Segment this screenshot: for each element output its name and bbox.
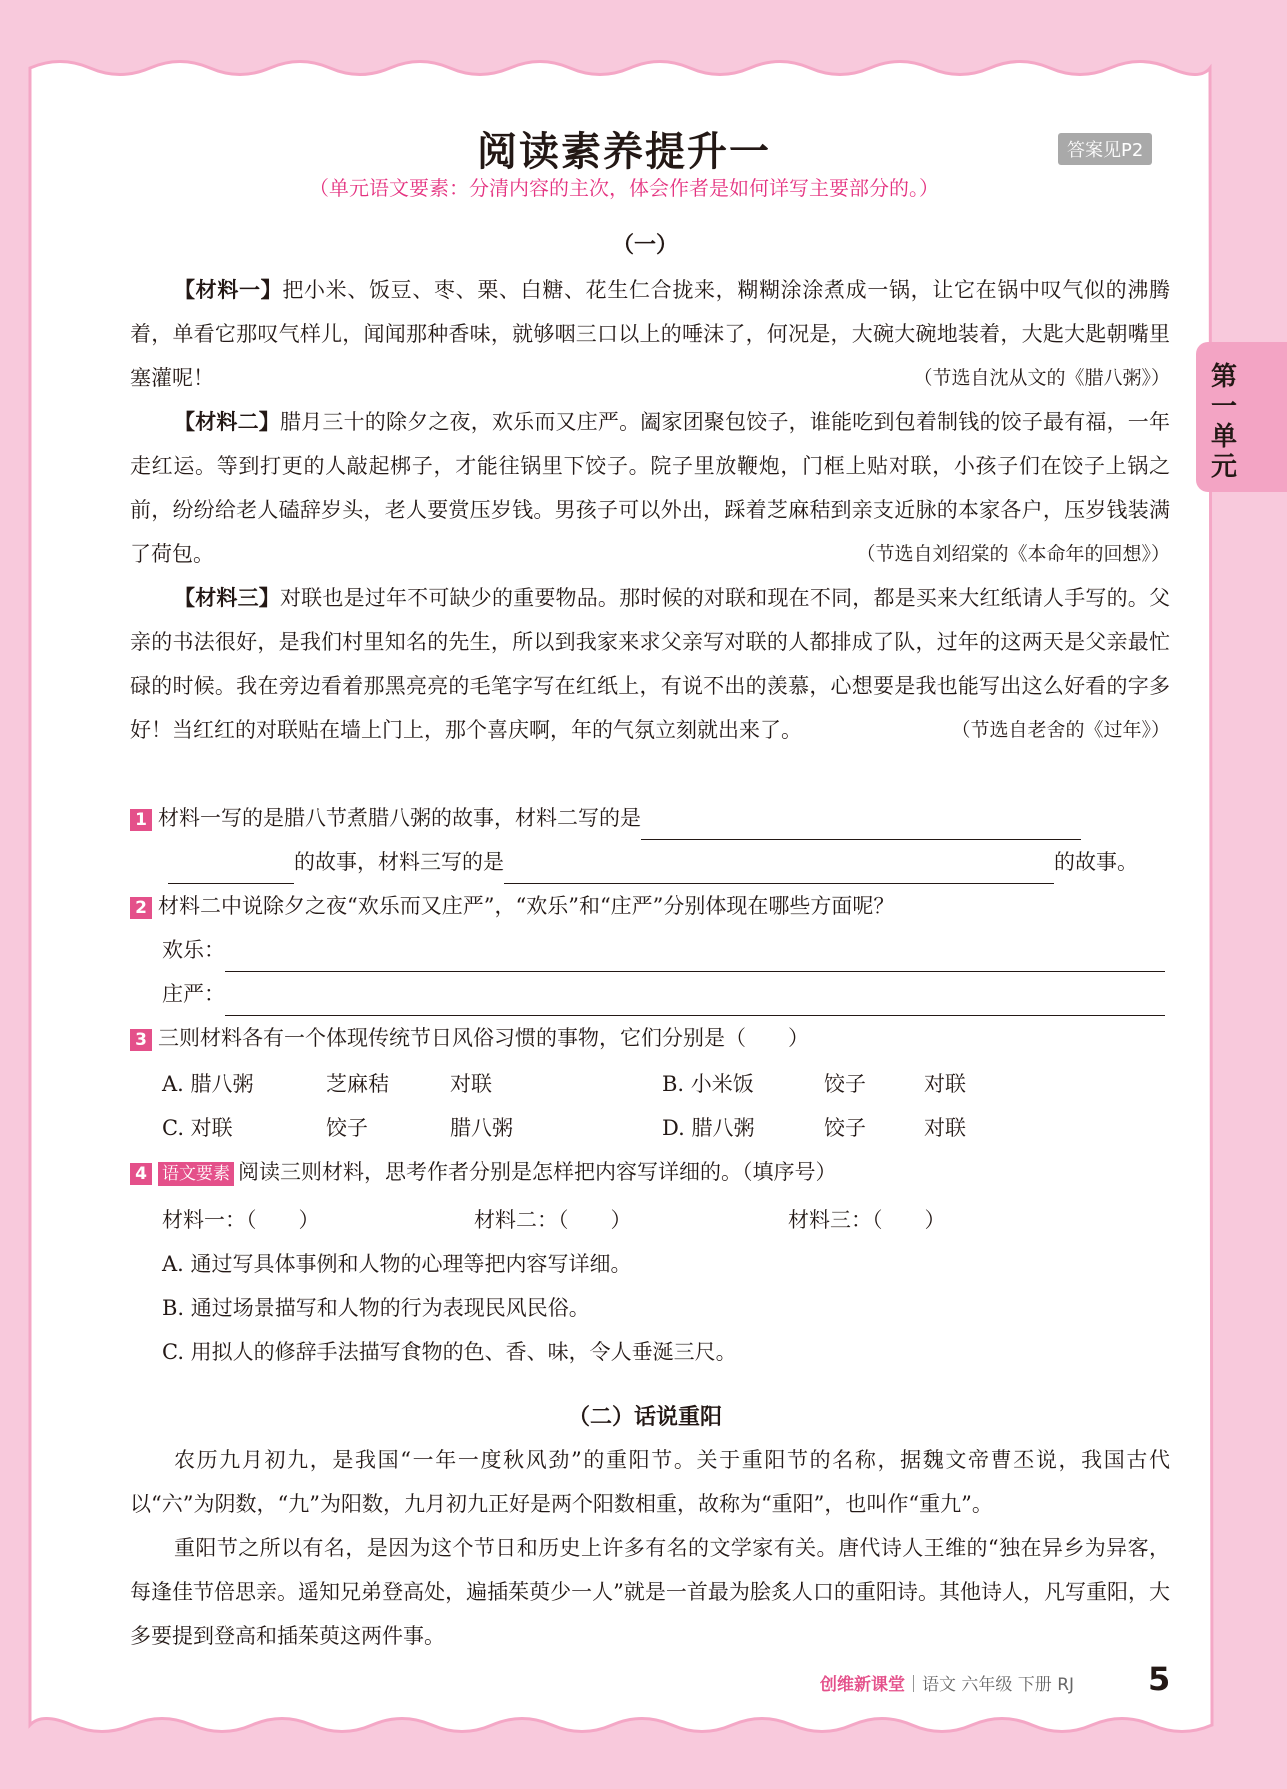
footer-brand: 创维新课堂 — [820, 1675, 905, 1695]
material-1-source: （节选自沈从文的《腊八粥》） — [913, 367, 1170, 389]
question-3-option-d-2 — [824, 1112, 866, 1142]
option-b-item-2: 饺子 — [824, 1072, 866, 1096]
question-2-solemn-blank[interactable] — [225, 987, 1165, 1016]
option-a-item-3: 对联 — [450, 1072, 492, 1096]
page-title: 阅读素养提升一 — [477, 129, 771, 175]
unit-objective: （单元语文要素：分清内容的主次，体会作者是如何详写主要部分的。） — [309, 176, 939, 200]
question-4-option-b: B. 通过场景描写和人物的行为表现民风民俗。 — [162, 1296, 590, 1320]
unit-side-tab-label: 第一单元 — [1210, 362, 1237, 482]
question-1-blank-1[interactable] — [641, 811, 1081, 840]
material-2-label: 【材料二】 — [174, 410, 280, 434]
option-b-item-3: 对联 — [924, 1072, 966, 1096]
question-3-option-a-3 — [450, 1068, 492, 1098]
question-2-solemn-label: 庄严： — [162, 982, 225, 1006]
question-3 — [130, 1016, 1170, 1060]
question-4-option-a: A. 通过写具体事例和人物的心理等把内容写详细。 — [162, 1252, 632, 1276]
question-2-text: 材料二中说除夕之夜“欢乐而又庄严”，“欢乐”和“庄严”分别体现在哪些方面呢？ — [158, 894, 895, 918]
material-2-text: 腊月三十的除夕之夜，欢乐而又庄严。阖家团聚包饺子，谁能吃到包着制钱的饺子最有福，一年走红运。等到打更的人敲起梆子，才能往锅里下饺子。院子里放鞭炮，门框上贴对联，小孩子们在饺子上锅之前，纷纷给老人磕辞岁头，老人要赏压岁钱。男孩子可以外出，踩着芝麻秸到亲支近脉的本家各户，压岁钱装满了荷包。 — [130, 410, 1171, 566]
material-1-label: 【材料一】 — [174, 278, 283, 302]
section-2-paragraph-2: 重阳节之所以有名，是因为这个节日和历史上许多有名的文学家有关。唐代诗人王维的“独在异乡为异客，每逢佳节倍思亲。遥知兄弟登高处，遍插茱萸少一人”就是一首最为脍炙人口的重阳诗。其他诗人，凡写重阳，大多要提到登高和插茱萸这两件事。 — [130, 1536, 1170, 1648]
answer-reference-badge: 答案见P2 — [1058, 133, 1152, 165]
question-3-option-d-3 — [924, 1112, 966, 1142]
question-4-field-3[interactable]: 材料三：（ ） — [788, 1208, 946, 1232]
question-3-option-a-2 — [326, 1068, 389, 1098]
question-1-blank-3[interactable] — [504, 855, 1054, 884]
material-2-source: （节选自刘绍棠的《本命年的回想》） — [856, 543, 1170, 565]
option-d-item-3: 对联 — [924, 1116, 966, 1140]
option-c-item-3: 腊八粥 — [450, 1116, 513, 1140]
material-3-source: （节选自老舍的《过年》） — [951, 719, 1170, 741]
page-number: 5 — [1148, 1660, 1171, 1698]
question-1-text-b: 的故事，材料三写的是 — [294, 850, 504, 874]
question-3-option-b[interactable] — [662, 1068, 754, 1098]
option-d-item-1: D. 腊八粥 — [662, 1116, 755, 1140]
question-3-option-a[interactable] — [162, 1068, 254, 1098]
question-4 — [130, 1150, 1170, 1194]
footer — [820, 1670, 1074, 1695]
section-2-paragraph-1: 农历九月初九，是我国“一年一度秋风劲”的重阳节。关于重阳节的名称，据魏文帝曹丕说，我国古代以“六”为阴数，“九”为阳数，九月初九正好是两个阳数相重，故称为“重阳”，也叫作“重九”。 — [130, 1448, 1170, 1516]
material-3 — [130, 576, 1170, 752]
unit-side-tab — [1196, 342, 1287, 492]
question-4-field-2[interactable]: 材料二：（ ） — [474, 1208, 632, 1232]
section-1-heading: （一） — [611, 233, 678, 258]
option-d-item-2: 饺子 — [824, 1116, 866, 1140]
section-2-heading: （二）话说重阳 — [567, 1405, 722, 1430]
question-1-text-c: 的故事。 — [1054, 850, 1138, 874]
question-2-joy-line — [162, 928, 1170, 972]
question-2-solemn-line — [162, 972, 1170, 1016]
question-4-number: 4 — [130, 1163, 152, 1185]
option-b-item-1: B. 小米饭 — [662, 1072, 754, 1096]
question-3-option-b-2 — [824, 1068, 866, 1098]
question-1-line-2 — [168, 840, 1170, 884]
question-1 — [130, 796, 1170, 840]
footer-info: ｜语文 六年级 下册 RJ — [905, 1675, 1075, 1695]
question-3-number: 3 — [130, 1029, 152, 1051]
question-2-joy-blank[interactable] — [225, 943, 1165, 972]
question-4-tag: 语文要素 — [158, 1162, 234, 1186]
question-1-text-a: 材料一写的是腊八节煮腊八粥的故事，材料二写的是 — [158, 806, 641, 830]
material-3-text: 对联也是过年不可缺少的重要物品。那时候的对联和现在不同，都是买来大红纸请人手写的。父亲的书法很好，是我们村里知名的先生，所以到我家来求父亲写对联的人都排成了队，过年的这两天是父亲最忙碌的时候。我在旁边看着那黑亮亮的毛笔字写在红纸上，有说不出的羡慕，心想要是我也能写出这么好看的字多好！当红红的对联贴在墙上门上，那个喜庆啊，年的气氛立刻就出来了。 — [130, 586, 1171, 742]
question-4-field-1[interactable]: 材料一：（ ） — [162, 1208, 320, 1232]
question-3-option-c-2 — [326, 1112, 368, 1142]
material-2 — [130, 400, 1170, 576]
option-a-item-2: 芝麻秸 — [326, 1072, 389, 1096]
material-3-label: 【材料三】 — [174, 586, 280, 610]
material-1 — [130, 268, 1170, 400]
question-3-option-b-3 — [924, 1068, 966, 1098]
question-4-option-c: C. 用拟人的修辞手法描写食物的色、香、味，令人垂涎三尺。 — [162, 1340, 737, 1364]
question-3-text: 三则材料各有一个体现传统节日风俗习惯的事物，它们分别是（ ） — [158, 1026, 809, 1050]
option-c-item-2: 饺子 — [326, 1116, 368, 1140]
option-c-item-1: C. 对联 — [162, 1116, 233, 1140]
question-1-number: 1 — [130, 809, 152, 831]
question-3-option-c[interactable] — [162, 1112, 233, 1142]
question-2 — [130, 884, 1170, 928]
option-a-item-1: A. 腊八粥 — [162, 1072, 254, 1096]
question-2-joy-label: 欢乐： — [162, 938, 225, 962]
question-4-text: 阅读三则材料，思考作者分别是怎样把内容写详细的。（填序号） — [238, 1160, 837, 1184]
material-1-text: 把小米、饭豆、枣、栗、白糖、花生仁合拢来，糊糊涂涂煮成一锅，让它在锅中叹气似的沸腾着，单看它那叹气样儿，闻闻那种香味，就够咽三口以上的唾沫了，何况是，大碗大碗地装着，大匙大匙朝嘴里塞灌呢！ — [130, 278, 1171, 390]
question-2-number: 2 — [130, 897, 152, 919]
question-3-option-c-3 — [450, 1112, 513, 1142]
question-3-option-d[interactable] — [662, 1112, 754, 1142]
question-1-blank-2[interactable] — [168, 855, 294, 884]
